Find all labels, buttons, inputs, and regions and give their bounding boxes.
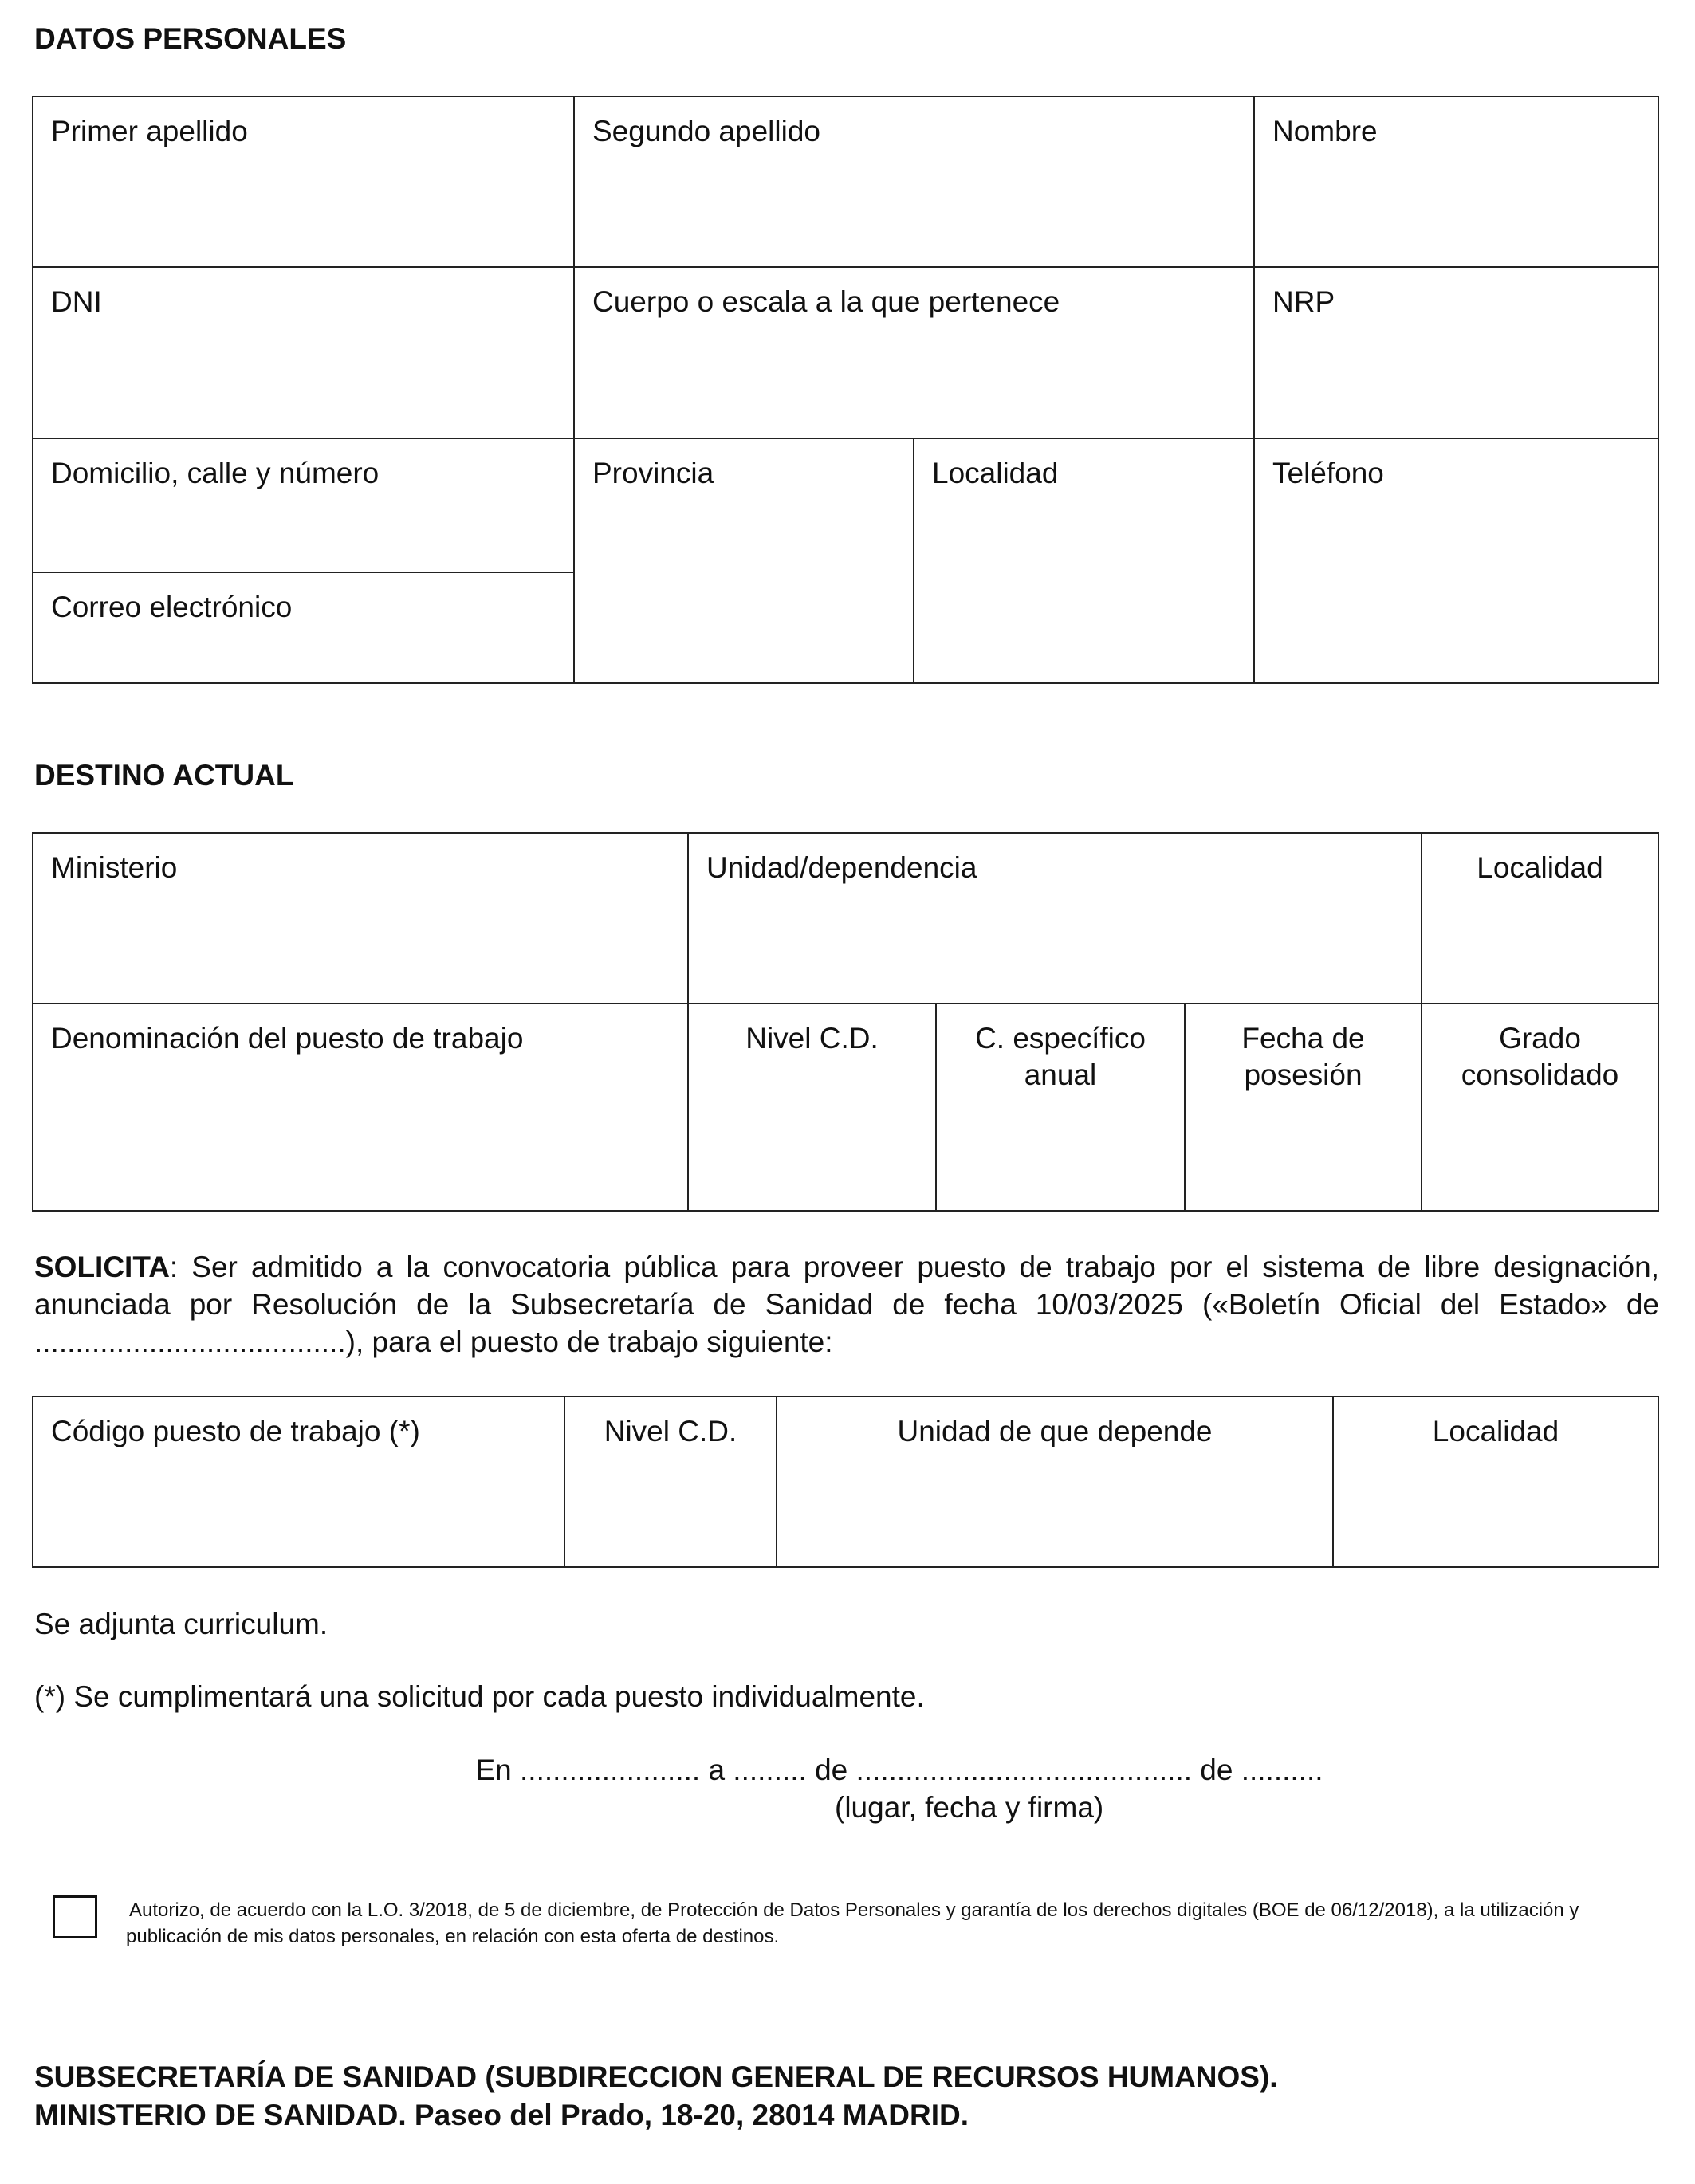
field-label: NRP [1272, 285, 1335, 318]
field-label: Domicilio, calle y número [51, 457, 380, 489]
field-localidad[interactable] [913, 438, 1255, 684]
field-label: DNI [51, 285, 102, 318]
field-nivel-cd[interactable] [687, 1003, 937, 1212]
field-localidad-destino[interactable] [1421, 832, 1659, 1004]
field-nivel-puesto[interactable] [564, 1396, 777, 1568]
footer-line-1: SUBSECRETARÍA DE SANIDAD (SUBDIRECCION GENERAL DE RECURSOS HUMANOS). [34, 2060, 1278, 2093]
field-label: Nombre [1272, 115, 1378, 147]
field-localidad-puesto[interactable] [1332, 1396, 1659, 1568]
field-dni[interactable] [32, 266, 575, 439]
fecha-sub: (lugar, fecha y firma) [835, 1791, 1104, 1824]
section-title-datos-personales: DATOS PERSONALES [34, 22, 347, 55]
field-unidad[interactable] [687, 832, 1422, 1004]
field-grado[interactable] [1421, 1003, 1659, 1212]
field-label: Fecha de posesión [1241, 1022, 1365, 1091]
field-unidad-depende[interactable] [776, 1396, 1334, 1568]
field-domicilio[interactable] [32, 438, 575, 573]
field-nombre[interactable] [1253, 96, 1659, 268]
field-primer-apellido[interactable] [32, 96, 575, 268]
field-label: Unidad/dependencia [706, 851, 977, 884]
field-label: Localidad [1477, 851, 1603, 884]
field-label: Unidad de que depende [897, 1415, 1213, 1447]
field-fecha-posesion[interactable] [1184, 1003, 1422, 1212]
solicita-paragraph [34, 1248, 1659, 1361]
field-provincia[interactable] [573, 438, 914, 684]
field-label: Código puesto de trabajo (*) [51, 1415, 420, 1447]
field-nrp[interactable] [1253, 266, 1659, 439]
solicita-label: SOLICITA [34, 1251, 170, 1283]
field-cuerpo[interactable] [573, 266, 1255, 439]
field-label: Correo electrónico [51, 591, 293, 623]
solicita-text: : Ser admitido a la convocatoria pública para proveer puesto de trabajo por el sistema de libre designación, anunciada por Resolución de la Subsecretaría de Sanidad de fecha 10/03/2025 («Boletín Oficial del Estado» de ......................................), para el puesto de trabajo siguiente: [34, 1251, 1659, 1358]
consent-checkbox[interactable] [53, 1895, 97, 1938]
section-title-destino-actual: DESTINO ACTUAL [34, 759, 294, 792]
adjunta-text: Se adjunta curriculum. [34, 1608, 328, 1640]
field-especifico[interactable] [935, 1003, 1186, 1212]
field-label: Nivel C.D. [745, 1022, 879, 1055]
field-label: Primer apellido [51, 115, 248, 147]
field-label: Cuerpo o escala a la que pertenece [592, 285, 1060, 318]
fecha-line: En ...................... a ......... de ......................................... de .......... [475, 1754, 1323, 1786]
field-codigo-puesto[interactable] [32, 1396, 565, 1568]
field-denominacion[interactable] [32, 1003, 689, 1212]
field-label: Segundo apellido [592, 115, 820, 147]
field-label: Nivel C.D. [604, 1415, 737, 1447]
field-label: Denominación del puesto de trabajo [51, 1022, 524, 1055]
field-label: Localidad [932, 457, 1059, 489]
field-label: Ministerio [51, 851, 178, 884]
footer-line-2: MINISTERIO DE SANIDAD. Paseo del Prado, 18-20, 28014 MADRID. [34, 2099, 969, 2131]
field-telefono[interactable] [1253, 438, 1659, 684]
field-ministerio[interactable] [32, 832, 689, 1004]
field-label: Localidad [1432, 1415, 1559, 1447]
field-label: Grado consolidado [1461, 1022, 1619, 1091]
field-correo[interactable] [32, 572, 575, 684]
field-label: C. específico anual [975, 1022, 1146, 1091]
nota-text: (*) Se cumplimentará una solicitud por cada puesto individualmente. [34, 1680, 925, 1713]
field-label: Provincia [592, 457, 714, 489]
field-label: Teléfono [1272, 457, 1384, 489]
field-segundo-apellido[interactable] [573, 96, 1255, 268]
consent-text: Autorizo, de acuerdo con la L.O. 3/2018, de 5 de diciembre, de Protección de Datos Personales y garantía de los derechos digitales (BOE de 06/12/2018), a la utilización y publicación de mis datos personales, en relación con esta oferta de destinos. [126, 1899, 1579, 1947]
